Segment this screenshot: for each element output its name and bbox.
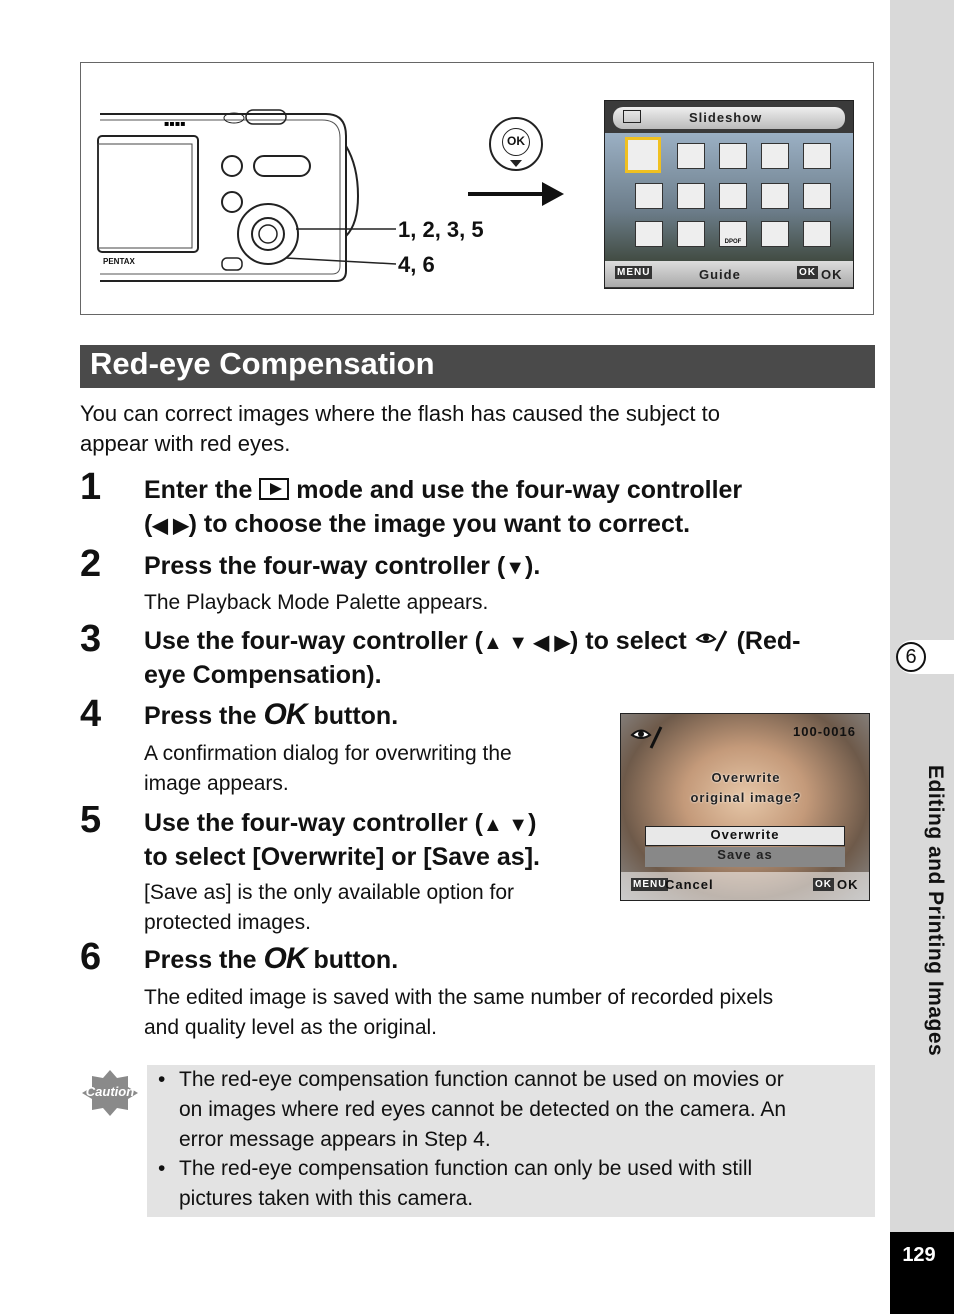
caution-line: error message appears in Step 4. xyxy=(179,1128,491,1151)
step-2-body: The Playback Mode Palette appears. xyxy=(144,591,489,614)
frame-composite-icon xyxy=(761,183,789,209)
playback-palette-screen xyxy=(604,100,854,289)
caution-line: The red-eye compensation function cannot be used on movies or xyxy=(179,1068,784,1091)
overwrite-dialog-screen xyxy=(620,713,870,901)
digital-filter-icon xyxy=(635,183,663,209)
bullet: • xyxy=(158,1157,166,1180)
bullet: • xyxy=(158,1068,166,1091)
up-down-arrow-icons: ▲ ▼ xyxy=(482,814,529,836)
ok-button-icon: OK xyxy=(263,698,307,731)
ok-button-icon: OK xyxy=(263,942,307,975)
four-way-arrow-icons: ▲ ▼ ◀ ▶ xyxy=(482,632,570,654)
step-6-heading xyxy=(144,942,398,977)
image-copy-icon xyxy=(761,143,789,169)
page-number: 129 xyxy=(902,1244,936,1266)
step-4-heading xyxy=(144,698,398,733)
step-5-heading-line2: to select [Overwrite] or [Save as]. xyxy=(144,843,540,871)
caution-line: pictures taken with this camera. xyxy=(179,1187,474,1210)
menu-key: MENU xyxy=(633,879,667,890)
step-5-body xyxy=(144,878,514,938)
step-4-text: Press the xyxy=(144,702,257,730)
down-arrow-icon xyxy=(510,160,522,167)
step-2-heading xyxy=(144,549,540,585)
intro-paragraph xyxy=(80,399,840,459)
callout-steps-1235: 1, 2, 3, 5 xyxy=(398,217,484,242)
playback-icon xyxy=(623,110,641,123)
step-6-body xyxy=(144,983,874,1043)
file-number: 100-0016 xyxy=(793,724,856,739)
ok-label: OK xyxy=(837,877,859,892)
playback-mode-icon xyxy=(259,478,289,500)
brightness-filter-icon xyxy=(677,183,705,209)
ok-key: OK xyxy=(799,267,816,278)
ok-button-label: OK xyxy=(502,128,530,156)
palette-title: Slideshow xyxy=(689,110,763,125)
save-as-option[interactable]: Save as xyxy=(645,847,845,867)
ok-label: OK xyxy=(821,267,843,282)
step-4-body-line: image appears. xyxy=(144,772,289,795)
step-4-number: 4 xyxy=(80,693,102,735)
step-5-heading xyxy=(144,806,536,842)
step-6-text: Press the xyxy=(144,946,257,974)
chapter-number: 6 xyxy=(896,642,926,672)
step-2-text: ). xyxy=(525,552,541,580)
overwrite-option[interactable]: Overwrite xyxy=(645,826,845,846)
slideshow-icon xyxy=(625,137,661,173)
step-4-body xyxy=(144,739,512,799)
ok-key: OK xyxy=(815,879,832,890)
caution-item-1 xyxy=(179,1065,869,1155)
palette-footer xyxy=(605,261,853,287)
rotate-icon xyxy=(803,143,831,169)
dpof-icon: DPOF xyxy=(719,221,747,247)
resize-icon xyxy=(677,143,705,169)
dialog-question-line1: Overwrite xyxy=(711,770,781,785)
voice-memo-icon xyxy=(635,221,663,247)
chapter-title: Editing and Printing Images xyxy=(924,765,947,1057)
step-1-text: ( xyxy=(144,510,153,538)
step-3-text: ) to select xyxy=(569,627,687,655)
protect-icon xyxy=(677,221,705,247)
caution-icon-label: Caution xyxy=(85,1084,135,1099)
step-6-text: button. xyxy=(313,946,399,974)
step-3-heading xyxy=(144,624,884,660)
step-4-text: button. xyxy=(313,702,399,730)
caution-line: on images where red eyes cannot be detected on the camera. An xyxy=(179,1098,787,1121)
cancel-label: Cancel xyxy=(665,877,714,892)
caution-line: The red-eye compensation function can only be used with still xyxy=(179,1157,753,1180)
down-arrow-icon: ▼ xyxy=(505,557,525,579)
step-2-text: Press the four-way controller ( xyxy=(144,552,506,580)
step-6-body-line: The edited image is saved with the same number of recorded pixels xyxy=(144,986,774,1009)
cropping-icon xyxy=(719,143,747,169)
step-5-text: Use the four-way controller ( xyxy=(144,809,483,837)
red-eye-compensation-icon xyxy=(694,627,730,653)
svg-text:▪▪▪▪: ▪▪▪▪ xyxy=(164,119,186,128)
step-3-heading-line2: eye Compensation). xyxy=(144,661,382,689)
step-6-number: 6 xyxy=(80,936,102,978)
step-1-text: ) to choose the image you want to correct. xyxy=(188,510,691,538)
step-3-number: 3 xyxy=(80,618,102,660)
movie-edit-icon xyxy=(719,183,747,209)
intro-line: appear with red eyes. xyxy=(80,431,291,456)
step-5-number: 5 xyxy=(80,799,102,841)
section-title: Red-eye Compensation xyxy=(90,346,435,381)
left-right-arrow-icons: ◀ ▶ xyxy=(152,515,189,537)
dialog-question-line2: original image? xyxy=(690,790,802,805)
camera-brand: PENTAX xyxy=(103,257,135,266)
red-eye-icon xyxy=(803,183,831,209)
step-5-text: ) xyxy=(528,809,537,837)
step-1-number: 1 xyxy=(80,466,102,508)
right-arrow-icon xyxy=(468,180,568,210)
recovery-icon xyxy=(761,221,789,247)
step-6-body-line: and quality level as the original. xyxy=(144,1016,438,1039)
step-3-text: Use the four-way controller ( xyxy=(144,627,483,655)
step-5-body-line: [Save as] is the only available option for xyxy=(144,881,515,904)
step-1-heading xyxy=(144,473,742,507)
intro-line: You can correct images where the flash has caused the subject to xyxy=(80,401,721,426)
palette-title-bar xyxy=(613,107,845,129)
guide-label: Guide xyxy=(699,267,741,282)
step-1-text: Enter the xyxy=(144,476,253,504)
step-5-body-line: protected images. xyxy=(144,911,311,934)
step-4-body-line: A confirmation dialog for overwriting the xyxy=(144,742,512,765)
red-eye-icon xyxy=(629,722,665,750)
callout-steps-46: 4, 6 xyxy=(398,252,435,277)
menu-key: MENU xyxy=(617,267,651,278)
caution-item-2 xyxy=(179,1154,869,1214)
start-up-screen-icon xyxy=(803,221,831,247)
step-1-heading-line2 xyxy=(144,507,690,543)
step-2-number: 2 xyxy=(80,543,102,585)
step-3-text: (Red- xyxy=(736,627,801,655)
step-1-text: mode and use the four-way controller xyxy=(296,476,743,504)
camera-back-illustration xyxy=(96,106,416,291)
